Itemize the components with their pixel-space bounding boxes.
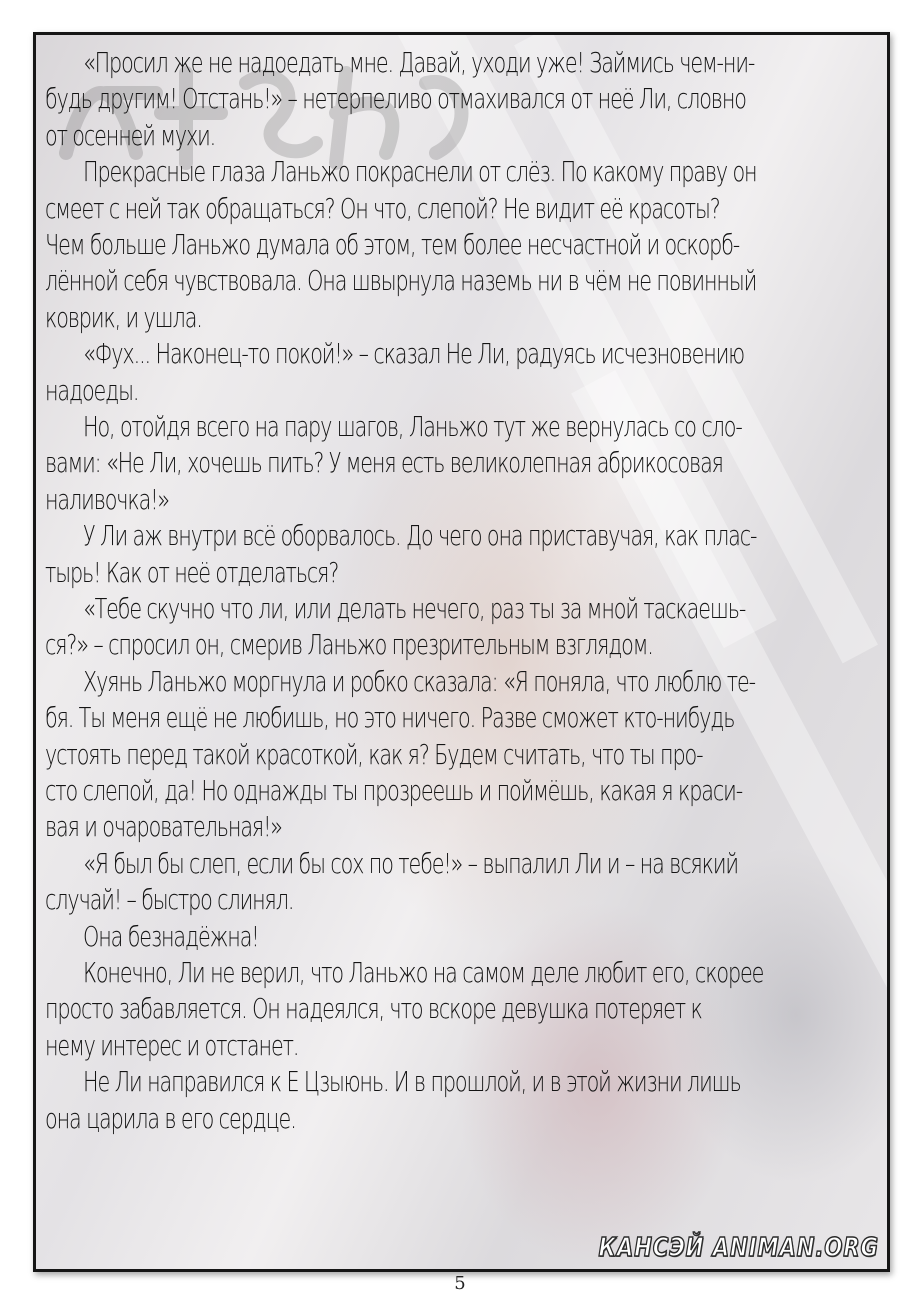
- text-line: надоеды.: [45, 373, 139, 407]
- text-line: тырь! Как от неё отделаться?: [45, 555, 339, 589]
- text-line: будь другим! Отстань!» – нетерпеливо отмахивался от неё Ли, словно: [45, 82, 746, 116]
- text-line: коврик, и ушла.: [45, 300, 202, 334]
- text-line: ся?» – спросил он, смерив Ланьжо презрительным взглядом.: [45, 628, 653, 662]
- text-line: бя. Ты меня ещё не любишь, но это ничего. Разве сможет кто-нибудь: [45, 701, 735, 735]
- text-line: Но, отойдя всего на пару шагов, Ланьжо тут же вернулась со сло-: [83, 410, 742, 443]
- text-line: У Ли аж внутри всё оборвалось. До чего она приставучая, как плас-: [83, 519, 757, 553]
- page-frame: [33, 32, 890, 1272]
- text-line: наливочка!»: [45, 482, 169, 516]
- text-line: лённой себя чувствовала. Она швырнула наземь ни в чём не повинный: [45, 264, 757, 298]
- text-line: вами: «Не Ли, хочешь пить? У меня есть великолепная абрикосовая: [45, 446, 723, 480]
- text-line: Не Ли направился к Е Цзыюнь. И в прошлой, и в этой жизни лишь: [83, 1065, 741, 1099]
- text-line: Прекрасные глаза Ланьжо покраснели от слёз. По какому праву он: [83, 155, 757, 189]
- text-line: «Тебе скучно что ли, или делать нечего, раз ты за мной таскаешь-: [83, 592, 746, 625]
- text-line: просто забавляется. Он надеялся, что вскоре девушка потеряет к: [45, 992, 702, 1026]
- text-line: «Я был бы слеп, если бы сох по тебе!» – выпалил Ли и – на всякий: [83, 846, 738, 880]
- text-line: она царила в его сердце.: [45, 1101, 296, 1135]
- text-line: смеет с ней так обращаться? Он что, слепой? Не видит её красоты?: [45, 191, 720, 225]
- scanlation-watermark: КАНСЭЙ ANIMAN.ORG: [598, 1233, 879, 1263]
- text-line: нему интерес и отстанет.: [45, 1028, 299, 1062]
- page-number: 5: [454, 1273, 466, 1294]
- text-line: устоять перед такой красоткой, как я? Будем считать, что ты про-: [45, 737, 703, 771]
- text-line: Чем больше Ланьжо думала об этом, тем более несчастной и оскорб-: [45, 228, 740, 261]
- text-line: Конечно, Ли не верил, что Ланьжо на самом деле любит его, скорее: [83, 956, 764, 989]
- text-line: сто слепой, да! Но однажды ты прозреешь и поймёшь, какая я краси-: [45, 774, 743, 807]
- text-line: от осенней мухи.: [45, 118, 216, 152]
- text-line: вая и очаровательная!»: [45, 810, 282, 844]
- text-line: случай! – быстро слинял.: [45, 883, 294, 917]
- text-line: Хуянь Ланьжо моргнула и робко сказала: «Я поняла, что люблю те-: [83, 664, 756, 698]
- text-line: «Фух... Наконец-то покой!» – сказал Не Ли, радуясь исчезновению: [83, 337, 744, 371]
- text-line: Она безнадёжна!: [83, 919, 259, 953]
- text-line: «Просил же не надоедать мне. Давай, уходи уже! Займись чем-ни-: [83, 46, 755, 79]
